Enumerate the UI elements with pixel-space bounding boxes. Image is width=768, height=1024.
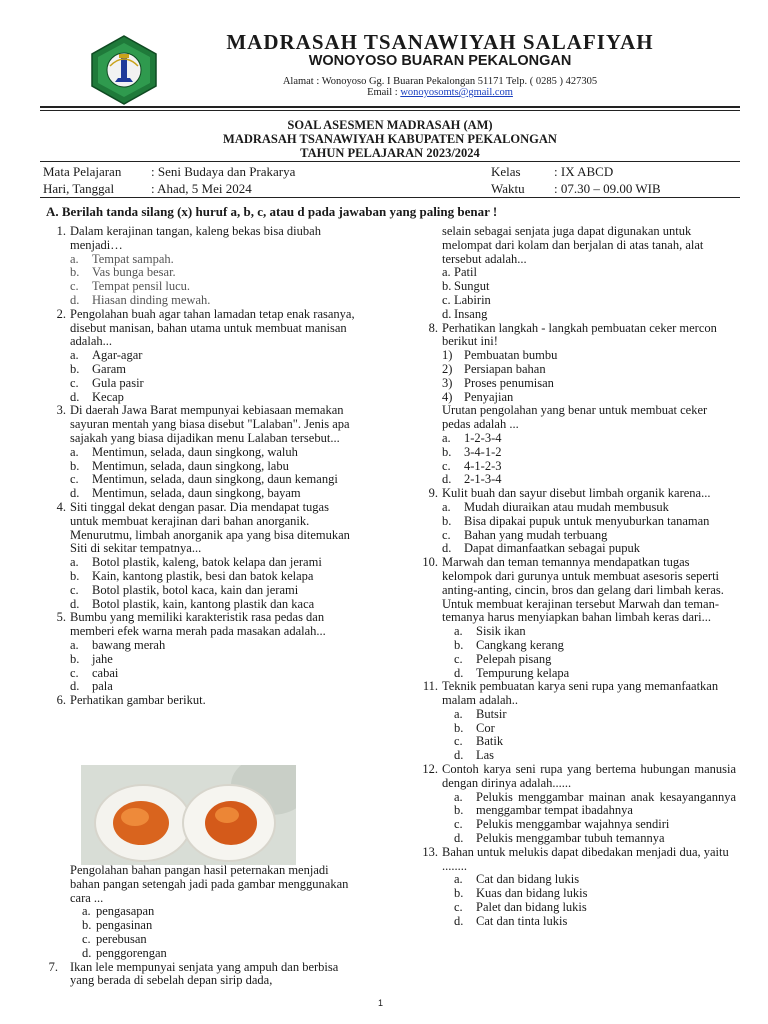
option-c[interactable]: c. cabai	[70, 665, 119, 680]
question-text: Perhatikan langkah - langkah pembuatan ceker mercon berikut ini!	[442, 320, 717, 349]
exam-organizer: MADRASAH TSANAWIYAH KABUPATEN PEKALONGAN	[223, 132, 557, 146]
option-a[interactable]: a. Mentimun, selada, daun singkong, waluh	[70, 444, 298, 459]
question-11	[416, 680, 736, 763]
left-column	[44, 225, 360, 708]
option-a[interactable]: a. Agar-agar	[70, 348, 143, 363]
option-c[interactable]: c. Botol plastik, botol kaca, kain dan jerami	[70, 582, 299, 597]
option-b[interactable]: b. Cor	[454, 720, 495, 735]
option-c[interactable]: c. Labirin	[442, 292, 491, 307]
option-d[interactable]: d. Hiasan dinding mewah.	[70, 292, 211, 307]
question-text: Bumbu yang memiliki karakteristik rasa pedas dan memberi efek warna merah pada masakan adalah...	[70, 610, 326, 639]
step-4: 4) Penyajian	[442, 389, 514, 404]
question-number: 4.	[56, 499, 66, 514]
option-a[interactable]: a. Tempat sampah.	[70, 251, 174, 266]
option-b[interactable]: b. Vas bunga besar.	[70, 265, 176, 280]
option-b[interactable]: b. Kuas dan bidang lukis	[454, 886, 588, 901]
info-rule-top	[40, 161, 740, 162]
question-text: Contoh karya seni rupa yang bertema hubungan manusia dengan dirinya adalah......	[442, 762, 736, 790]
exam-year: TAHUN PELAJARAN 2023/2024	[300, 146, 480, 160]
option-a[interactable]: a. Pelukis menggambar mainan anak kesayangannya	[454, 789, 736, 804]
option-a[interactable]: a. pengasapan	[82, 904, 155, 919]
step-2: 2) Persiapan bahan	[442, 361, 546, 376]
option-b[interactable]: b. jahe	[70, 651, 113, 666]
question-number: 7.	[48, 959, 58, 974]
question-10	[416, 556, 736, 680]
question-5	[44, 611, 360, 694]
question-13	[416, 846, 736, 929]
option-c[interactable]: c. Mentimun, selada, daun singkong, daun kemangi	[70, 472, 338, 487]
question-text: Pengolahan buah agar tahan lamadan tetap enak rasanya, disebut manisan, bahan utama untuk membuat manisan adalah...	[70, 306, 355, 349]
option-c[interactable]: c. Tempat pensil lucu.	[70, 279, 191, 294]
option-a[interactable]: a. Botol plastik, kaleng, batok kelapa dan jerami	[70, 555, 322, 570]
option-c[interactable]: c. Batik	[454, 734, 504, 749]
question-text: Kulit buah dan sayur disebut limbah organik karena...	[442, 486, 711, 501]
option-b[interactable]: b. 3-4-1-2	[442, 444, 502, 459]
question-text: Pengolahan bahan pangan hasil peternakan menjadi bahan pangan setengah jadi pada gambar menggunakan cara ...	[70, 863, 349, 905]
option-d[interactable]: d. 2-1-3-4	[442, 472, 502, 487]
school-address: Alamat : Wonoyoso Gg. I Buaran Pekalongan 51171 Telp. ( 0285 ) 427305	[282, 76, 598, 87]
question-text-followup: Urutan pengolahan yang benar untuk membuat ceker pedas adalah ...	[442, 403, 708, 432]
question-9	[416, 487, 736, 556]
option-d[interactable]: d. Botol plastik, kain, kantong plastik dan kaca	[70, 596, 315, 611]
question-text: Bahan untuk melukis dapat dibedakan menjadi dua, yaitu ........	[442, 844, 729, 873]
question-number: 2.	[56, 306, 66, 321]
option-a[interactable]: a. Butsir	[454, 706, 507, 721]
option-d[interactable]: d. Las	[454, 748, 495, 763]
option-c[interactable]: c. Palet dan bidang lukis	[454, 900, 587, 915]
option-d[interactable]: d. penggorengan	[82, 945, 167, 960]
email-link[interactable]: wonoyosomts@gmail.com	[400, 87, 513, 98]
question-number: 12.	[422, 762, 438, 777]
option-d[interactable]: d. Mentimun, selada, daun singkong, bayam	[70, 486, 301, 501]
option-b[interactable]: b. Cangkang kerang	[454, 637, 564, 652]
question-7	[44, 961, 360, 989]
question-7-continued	[416, 225, 736, 322]
right-column	[416, 225, 736, 929]
page-number: 1	[378, 998, 384, 1008]
option-d[interactable]: d. Dapat dimanfaatkan sebagai pupuk	[442, 541, 640, 556]
option-a[interactable]: a. Patil	[442, 265, 477, 280]
question-2	[44, 308, 360, 405]
option-b[interactable]: b. Sungut	[442, 279, 490, 294]
salted-egg-image	[81, 765, 296, 865]
class-label: Kelas	[491, 164, 521, 179]
option-c[interactable]: c. Pelepah pisang	[454, 651, 552, 666]
option-b[interactable]: b. pengasinan	[82, 918, 153, 933]
question-text: Di daerah Jawa Barat mempunyai kebiasaan memakan sayuran mentah yang biasa disebut "Lalaban". Jenis apa sajakah yang biasa dijadikan menu Lalaban tersebut...	[70, 403, 350, 445]
question-12	[416, 763, 736, 846]
question-number: 6.	[56, 693, 66, 708]
school-logo	[88, 34, 160, 106]
question-text: selain sebagai senjata juga dapat digunakan untuk melompat dari kolam dan berjalan di atas tanah, alat tersebut adalah...	[442, 224, 704, 266]
email-label: Email :	[367, 87, 401, 98]
option-b[interactable]: b. Kain, kantong plastik, besi dan batok kelapa	[70, 568, 314, 583]
question-text: Ikan lele mempunyai senjata yang ampuh dan berbisa yang berada di sebelah depan sirip dada,	[70, 959, 339, 988]
option-d[interactable]: d. Tempurung kelapa	[454, 665, 570, 680]
time-label: Waktu	[491, 181, 525, 196]
option-d[interactable]: d. Cat dan tinta lukis	[454, 913, 568, 928]
option-a[interactable]: a. 1-2-3-4	[442, 430, 502, 445]
question-text: Marwah dan teman temannya mendapatkan tugas kelompok dari gurunya untuk membuat asesoris seperti anting-anting, cincin, bros dan gelang dari limbah keras. Untuk membuat kerajinan tersebut Marwah dan teman-temanya harus menyiapkan bahan limbah keras dari...	[442, 555, 724, 625]
option-b[interactable]: b. menggambar tempat ibadahnya	[454, 803, 633, 818]
time-value: : 07.30 – 09.00 WIB	[554, 181, 661, 196]
section-instruction: A. Berilah tanda silang (x) huruf a, b, c, atau d pada jawaban yang paling benar !	[46, 204, 498, 219]
left-column-continued	[44, 864, 360, 988]
question-number: 5.	[56, 610, 66, 625]
option-a[interactable]: a. bawang merah	[70, 637, 166, 652]
step-1: 1) Pembuatan bumbu	[442, 348, 558, 363]
question-number: 3.	[56, 403, 66, 418]
question-text: Perhatikan gambar berikut.	[70, 693, 206, 708]
option-c[interactable]: c. perebusan	[82, 931, 147, 946]
date-value: : Ahad, 5 Mei 2024	[151, 181, 252, 196]
step-3: 3) Proses penumisan	[442, 375, 554, 390]
question-3	[44, 404, 360, 501]
option-d[interactable]: d. Pelukis menggambar tubuh temannya	[454, 831, 665, 846]
question-1	[44, 225, 360, 308]
option-b[interactable]: b. Mentimun, selada, daun singkong, labu	[70, 458, 289, 473]
option-b[interactable]: b. Garam	[70, 361, 127, 376]
option-b[interactable]: b. Bisa dipakai pupuk untuk menyuburkan tanaman	[442, 513, 710, 528]
question-number: 9.	[428, 486, 438, 501]
school-name: MADRASAH TSANAWIYAH SALAFIYAH	[226, 30, 654, 54]
option-c[interactable]: c. Gula pasir	[70, 375, 144, 390]
question-6-continued	[44, 864, 360, 961]
header-rule-thin	[40, 110, 740, 111]
school-email-line	[170, 87, 710, 98]
school-city: WONOYOSO BUARAN PEKALONGAN	[308, 53, 572, 69]
option-a[interactable]: a. Mudah diuraikan atau mudah membusuk	[442, 499, 669, 514]
question-text: Dalam kerajinan tangan, kaleng bekas bisa diubah menjadi…	[70, 224, 321, 252]
header-rule	[40, 106, 740, 108]
question-4	[44, 501, 360, 611]
question-number: 10.	[422, 555, 438, 570]
option-d[interactable]: d. Insang	[442, 306, 488, 321]
question-text: Siti tinggal dekat dengan pasar. Dia mendapat tugas untuk membuat kerajinan dari bahan anorganik. Menurutmu, limbah anorganik apa yang bisa ditemukan Siti di sekitar tempatnya...	[70, 499, 350, 556]
question-number: 1.	[56, 224, 66, 238]
info-rule-bottom	[40, 197, 740, 198]
question-number: 11.	[422, 679, 438, 694]
question-text: Teknik pembuatan karya seni rupa yang memanfaatkan malam adalah..	[442, 679, 719, 708]
question-number: 8.	[428, 320, 438, 335]
option-a[interactable]: a. Sisik ikan	[454, 624, 526, 639]
question-8	[416, 322, 736, 488]
option-c[interactable]: c. Bahan yang mudah terbuang	[442, 527, 608, 542]
option-c[interactable]: c. Pelukis menggambar wajahnya sendiri	[454, 817, 670, 832]
date-label: Hari, Tanggal	[43, 181, 115, 196]
question-number: 13.	[422, 844, 438, 859]
option-c[interactable]: c. 4-1-2-3	[442, 458, 502, 473]
exam-title: SOAL ASESMEN MADRASAH (AM)	[287, 118, 493, 132]
question-6	[44, 694, 360, 708]
subject-value: : Seni Budaya dan Prakarya	[151, 164, 296, 179]
option-d[interactable]: d. Kecap	[70, 389, 124, 404]
option-a[interactable]: a. Cat dan bidang lukis	[454, 872, 580, 887]
class-value: : IX ABCD	[554, 164, 614, 179]
subject-label: Mata Pelajaran	[43, 164, 122, 179]
option-d[interactable]: d. pala	[70, 679, 113, 694]
